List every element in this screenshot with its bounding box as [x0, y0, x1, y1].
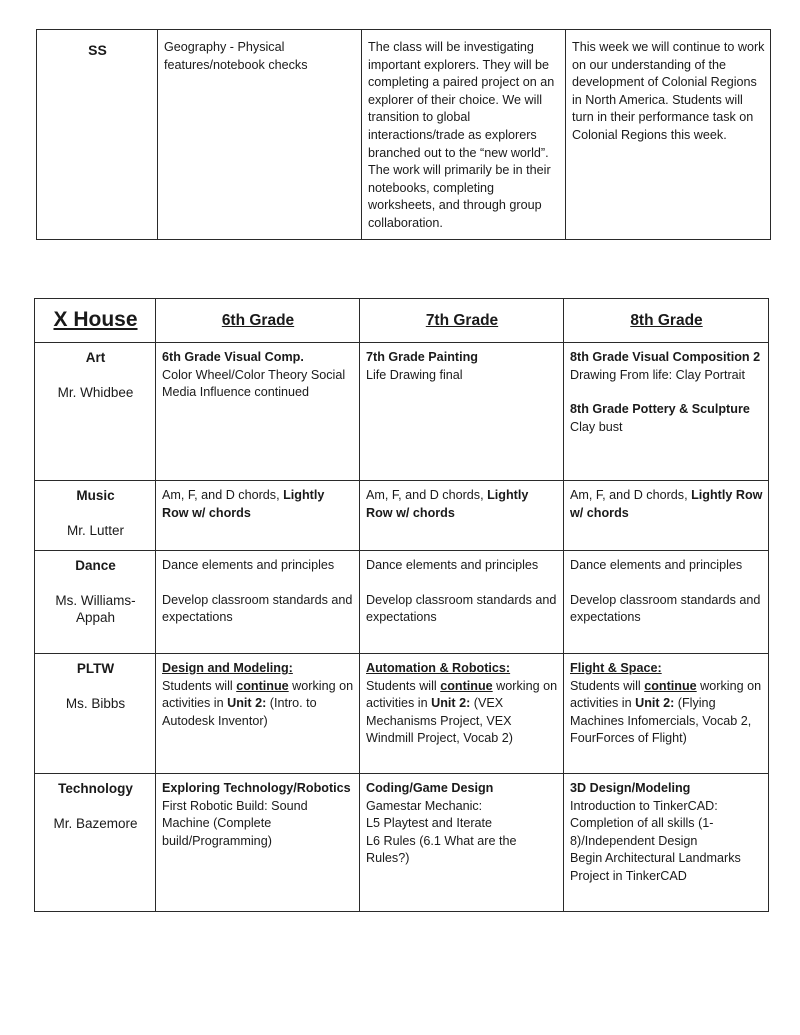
- art-g7-body: Life Drawing final: [366, 367, 463, 382]
- music-g8: [564, 481, 769, 551]
- ss-col2: The class will be investigating important explorers. They will be completing a paired project on an explorer of their choice. We will transition to global interactions/trade as explorers branched out to the “new world”. The work will primarily be in their notebooks, completing worksheets, and through group collaboration.: [362, 30, 566, 240]
- unit-emphasis: Unit 2:: [635, 696, 675, 711]
- dance-g6-line2: Develop classroom standards and expectations: [162, 592, 353, 625]
- ss-subject-cell: [37, 30, 158, 240]
- technology-g7-line3: L6 Rules (6.1 What are the Rules?): [366, 833, 517, 866]
- grade-header-8: [564, 299, 769, 343]
- music-subject: Music: [76, 488, 115, 503]
- music-g6-text: Am, F, and D chords,: [162, 488, 284, 502]
- grade-8-title: 8th Grade: [630, 312, 703, 330]
- dance-g6-line1: Dance elements and principles: [162, 558, 335, 572]
- continue-emphasis: continue: [236, 678, 289, 693]
- grade-7-title: 7th Grade: [425, 312, 499, 330]
- art-teacher: Mr. Whidbee: [57, 384, 134, 400]
- music-row: [35, 481, 769, 551]
- art-g6: [156, 343, 360, 481]
- technology-g8-line2: Begin Architectural Landmarks Project in TinkerCAD: [570, 851, 741, 883]
- technology-teacher: Mr. Bazemore: [53, 815, 138, 831]
- technology-g6-title: Exploring Technology/Robotics: [162, 781, 351, 795]
- art-g8: [564, 343, 769, 481]
- pltw-g8-title: Flight & Space:: [570, 661, 662, 675]
- pltw-subject: PLTW: [76, 661, 115, 676]
- art-subject-cell: [35, 343, 156, 481]
- pltw-g8: [564, 654, 769, 774]
- dance-g8-line1: Dance elements and principles: [570, 558, 743, 572]
- music-g6-bold: Lightly Row w/ chords: [162, 488, 325, 520]
- art-g7: [360, 343, 564, 481]
- x-house-table: [34, 298, 769, 912]
- dance-g7-line1: Dance elements and principles: [366, 558, 539, 572]
- dance-subject-cell: [35, 551, 156, 654]
- ss-table: [36, 29, 771, 240]
- unit-emphasis: Unit 2:: [227, 696, 267, 711]
- ss-col3: This week we will continue to work on our understanding of the development of Colonial Regions in North America. Students will turn in their performance task on Colonial Regions this week.: [566, 30, 771, 240]
- technology-g7: [360, 774, 564, 912]
- technology-g6: [156, 774, 360, 912]
- technology-subject-cell: [35, 774, 156, 912]
- technology-g7-line1: Gamestar Mechanic:: [366, 798, 483, 813]
- art-subject: Art: [85, 350, 106, 365]
- technology-g8-title: 3D Design/Modeling: [570, 781, 691, 795]
- technology-subject: Technology: [58, 781, 133, 796]
- pltw-g7: [360, 654, 564, 774]
- unit-emphasis: Unit 2:: [431, 696, 471, 711]
- house-title: X House: [53, 308, 138, 332]
- music-teacher: Mr. Lutter: [66, 522, 125, 538]
- music-subject-cell: [35, 481, 156, 551]
- dance-g6: [156, 551, 360, 654]
- art-g8-body1: Drawing From life: Clay Portrait: [570, 367, 745, 382]
- art-g8-body2: Clay bust: [570, 419, 623, 434]
- music-g7-bold: Lightly Row w/ chords: [366, 488, 529, 520]
- house-title-cell: [35, 299, 156, 343]
- pltw-g7-title: Automation & Robotics:: [366, 661, 511, 675]
- pltw-g8-body: Students will continue working on activities in Unit 2: (Flying Machines Infomercials, Vocab 2, FourForces of Flight): [570, 678, 762, 746]
- ss-subject: SS: [88, 42, 107, 58]
- ss-row: [37, 30, 771, 240]
- technology-g6-body: First Robotic Build: Sound Machine (Complete build/Programming): [162, 798, 308, 848]
- technology-g8: [564, 774, 769, 912]
- dance-teacher: Ms. Williams-Appah: [55, 592, 136, 626]
- art-g8-title1: 8th Grade Visual Composition 2: [570, 350, 761, 364]
- pltw-subject-cell: [35, 654, 156, 774]
- dance-row: [35, 551, 769, 654]
- art-g6-title: 6th Grade Visual Comp.: [162, 350, 304, 364]
- music-g7: [360, 481, 564, 551]
- header-row: [35, 299, 769, 343]
- technology-g7-line2: L5 Playtest and Iterate: [366, 816, 493, 831]
- ss-col1: Geography - Physical features/notebook checks: [158, 30, 362, 240]
- music-g8-text: Am, F, and D chords,: [570, 488, 692, 502]
- pltw-g6: [156, 654, 360, 774]
- music-g7-text: Am, F, and D chords,: [366, 488, 488, 502]
- grade-header-6: [156, 299, 360, 343]
- continue-emphasis: continue: [644, 678, 697, 693]
- art-g6-body: Color Wheel/Color Theory Social Media Influence continued: [162, 367, 346, 400]
- pltw-g7-body: Students will continue working on activities in Unit 2: (VEX Mechanisms Project, VEX Windmill Project, Vocab 2): [366, 678, 558, 746]
- art-g8-title2: 8th Grade Pottery & Sculpture: [570, 402, 750, 417]
- pltw-g6-title: Design and Modeling:: [162, 661, 293, 675]
- dance-g7-line2: Develop classroom standards and expectations: [366, 592, 557, 625]
- pltw-g6-body: Students will continue working on activities in Unit 2: (Intro. to Autodesk Inventor): [162, 678, 354, 728]
- grade-header-7: [360, 299, 564, 343]
- art-g7-title: 7th Grade Painting: [366, 350, 478, 364]
- dance-g8: [564, 551, 769, 654]
- technology-g7-title: Coding/Game Design: [366, 781, 494, 795]
- dance-g7: [360, 551, 564, 654]
- art-row: [35, 343, 769, 481]
- dance-g8-line2: Develop classroom standards and expectations: [570, 592, 761, 625]
- music-g8-bold: Lightly Row w/ chords: [570, 488, 763, 520]
- grade-6-title: 6th Grade: [221, 312, 295, 330]
- pltw-row: [35, 654, 769, 774]
- music-g6: [156, 481, 360, 551]
- technology-g8-line1: Introduction to TinkerCAD: Completion of all skills (1-8)/Independent Design: [570, 798, 718, 848]
- continue-emphasis: continue: [440, 678, 493, 693]
- dance-subject: Dance: [75, 558, 116, 573]
- technology-row: [35, 774, 769, 912]
- pltw-teacher: Ms. Bibbs: [65, 695, 126, 711]
